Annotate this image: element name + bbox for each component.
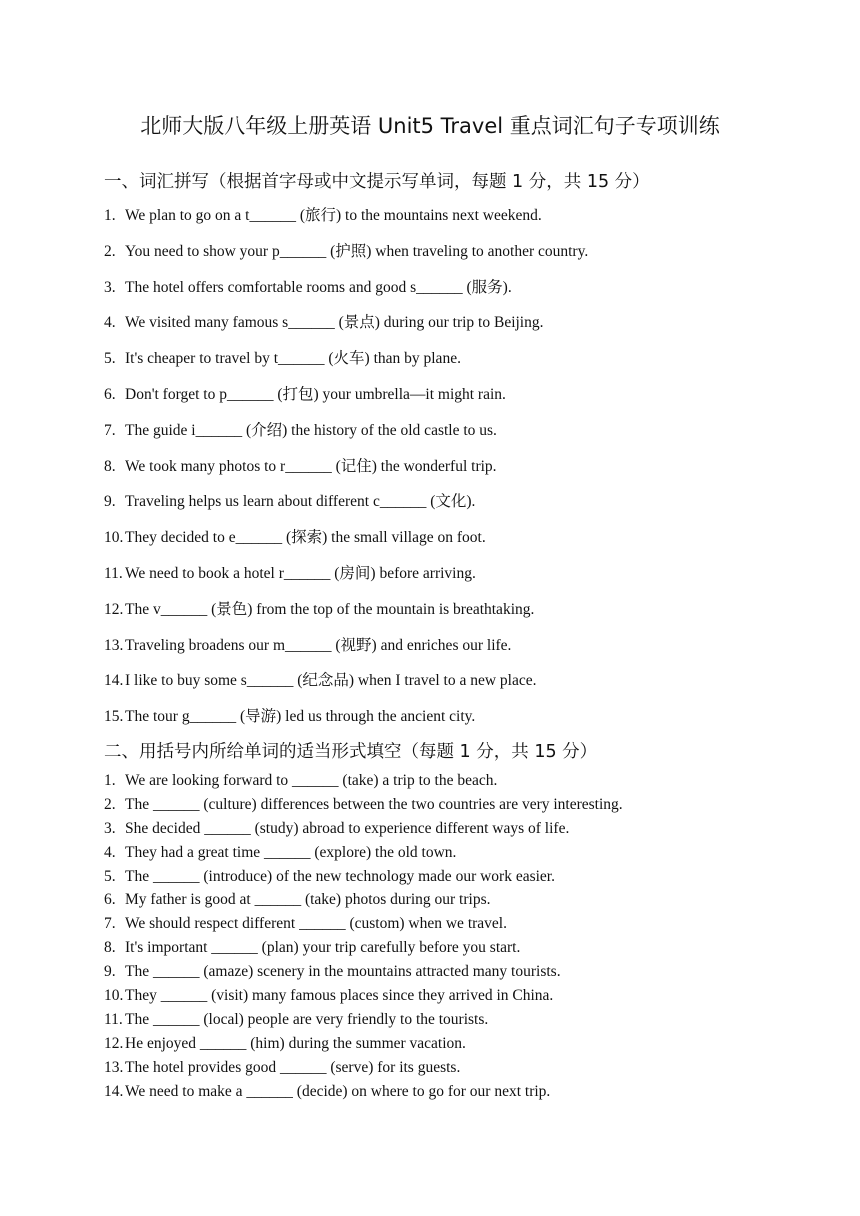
question-text: Traveling broadens our m______ (视野) and enriches our life. (125, 636, 512, 654)
question-number: 9. (104, 963, 116, 981)
word-form-question (104, 842, 623, 866)
question-text: She decided ______ (study) abroad to experience different ways of life. (125, 819, 570, 837)
question-number: 13. (104, 636, 124, 654)
word-form-question (104, 794, 623, 818)
question-number: 1. (104, 207, 116, 224)
question-text: It's cheaper to travel by t______ (火车) than by plane. (125, 350, 461, 368)
question-text: We plan to go on a t______ (旅行) to the mountains next weekend. (125, 207, 542, 224)
question-text: We took many photos to r______ (记住) the wonderful trip. (125, 457, 497, 475)
vocabulary-question (104, 598, 588, 634)
question-number: 15. (104, 708, 124, 726)
vocabulary-question (104, 347, 588, 383)
question-text: My father is good at ______ (take) photos during our trips. (125, 891, 491, 909)
question-text: The ______ (amaze) scenery in the mountains attracted many tourists. (125, 963, 561, 981)
question-number: 9. (104, 493, 116, 511)
question-text: They ______ (visit) many famous places since they arrived in China. (125, 987, 554, 1005)
question-number: 5. (104, 350, 116, 368)
word-form-question (104, 866, 623, 890)
question-text: We need to book a hotel r______ (房间) before arriving. (125, 564, 476, 582)
vocabulary-question (104, 634, 588, 670)
question-text: I like to buy some s______ (纪念品) when I travel to a new place. (125, 672, 537, 690)
question-number: 5. (104, 867, 116, 885)
question-text: The guide i______ (介绍) the history of the old castle to us. (125, 421, 497, 439)
question-text: You need to show your p______ (护照) when traveling to another country. (125, 242, 589, 260)
page-title: 北师大版八年级上册英语 Unit5 Travel 重点词汇句子专项训练 (140, 114, 720, 138)
vocabulary-question (104, 669, 588, 705)
vocabulary-question (104, 705, 588, 741)
question-number: 14. (104, 672, 124, 690)
vocabulary-question (104, 562, 588, 598)
section-heading-vocabulary: 一、词汇拼写（根据首字母或中文提示写单词，每题 1 分，共 15 分） (104, 172, 650, 192)
question-number: 7. (104, 421, 116, 439)
question-text: The ______ (local) people are very friendly to the tourists. (125, 1010, 489, 1028)
question-text: Don't forget to p______ (打包) your umbrella—it might rain. (125, 385, 506, 403)
question-number: 10. (104, 529, 124, 547)
question-number: 12. (104, 600, 124, 618)
question-text: We need to make a ______ (decide) on where to go for our next trip. (125, 1082, 551, 1100)
vocabulary-question (104, 526, 588, 562)
word-form-question (104, 985, 623, 1009)
question-text: The ______ (introduce) of the new technology made our work easier. (125, 867, 555, 885)
question-number: 4. (104, 314, 116, 332)
question-number: 3. (104, 278, 116, 296)
word-form-question (104, 1081, 623, 1105)
question-text: They decided to e______ (探索) the small village on foot. (125, 529, 486, 547)
vocabulary-question (104, 204, 588, 240)
question-number: 8. (104, 457, 116, 475)
question-text: The hotel provides good ______ (serve) for its guests. (125, 1058, 461, 1076)
question-text: He enjoyed ______ (him) during the summer vacation. (125, 1034, 466, 1052)
word-form-question-list (104, 770, 623, 1104)
question-number: 2. (104, 795, 116, 813)
question-text: The v______ (景色) from the top of the mountain is breathtaking. (125, 600, 535, 618)
question-number: 8. (104, 939, 116, 957)
vocabulary-question (104, 276, 588, 312)
section-heading-word-forms: 二、用括号内所给单词的适当形式填空（每题 1 分，共 15 分） (104, 742, 598, 762)
word-form-question (104, 770, 623, 794)
question-number: 2. (104, 242, 116, 260)
question-text: The tour g______ (导游) led us through the ancient city. (125, 708, 476, 726)
question-number: 6. (104, 385, 116, 403)
question-number: 10. (104, 987, 124, 1005)
question-number: 11. (104, 1010, 123, 1028)
word-form-question (104, 889, 623, 913)
question-text: We visited many famous s______ (景点) during our trip to Beijing. (125, 314, 544, 332)
question-number: 14. (104, 1082, 124, 1100)
question-number: 1. (104, 772, 116, 789)
question-number: 3. (104, 819, 116, 837)
vocabulary-question-list (104, 204, 588, 741)
word-form-question (104, 1033, 623, 1057)
vocabulary-question (104, 383, 588, 419)
question-text: They had a great time ______ (explore) the old town. (125, 843, 457, 861)
question-number: 12. (104, 1034, 124, 1052)
vocabulary-question (104, 490, 588, 526)
question-number: 4. (104, 843, 116, 861)
question-text: We are looking forward to ______ (take) a trip to the beach. (125, 772, 498, 789)
question-text: We should respect different ______ (custom) when we travel. (125, 915, 507, 933)
question-text: The hotel offers comfortable rooms and good s______ (服务). (125, 278, 512, 296)
word-form-question (104, 937, 623, 961)
word-form-question (104, 1057, 623, 1081)
question-text: Traveling helps us learn about different c______ (文化). (125, 493, 476, 511)
vocabulary-question (104, 311, 588, 347)
question-text: The ______ (culture) differences between the two countries are very interesting. (125, 795, 623, 813)
word-form-question (104, 961, 623, 985)
vocabulary-question (104, 240, 588, 276)
word-form-question (104, 818, 623, 842)
question-number: 6. (104, 891, 116, 909)
question-number: 13. (104, 1058, 124, 1076)
word-form-question (104, 1009, 623, 1033)
word-form-question (104, 913, 623, 937)
vocabulary-question (104, 455, 588, 491)
question-number: 11. (104, 564, 123, 582)
vocabulary-question (104, 419, 588, 455)
question-number: 7. (104, 915, 116, 933)
question-text: It's important ______ (plan) your trip carefully before you start. (125, 939, 521, 957)
